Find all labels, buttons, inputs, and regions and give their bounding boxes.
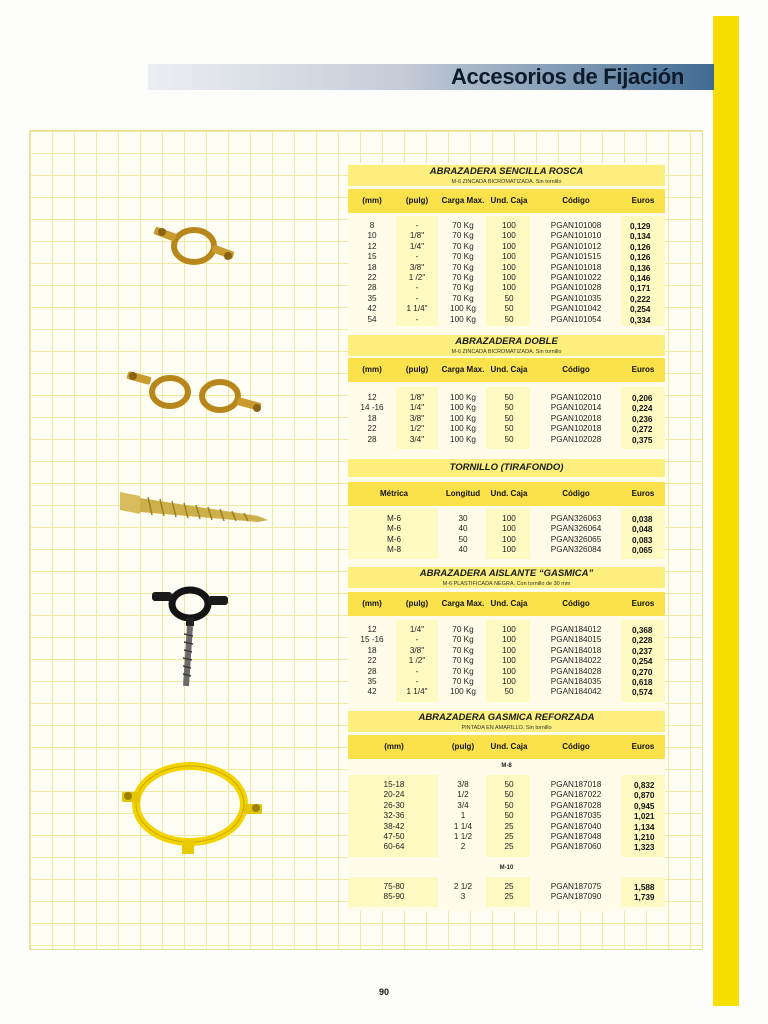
table-header: (mm) (pulg) Und. Caja Código Euros (348, 735, 665, 759)
pulg-column: 1/8" 1/4" 3/8" 1/2" 3/4" (409, 393, 425, 444)
euros-column: 0,368 0,228 0,237 0,254 0,270 0,618 0,574 (632, 626, 653, 698)
lag-screw-image (118, 486, 268, 530)
codigo-column: PGAN101008 PGAN101010 PGAN101012 PGAN101515 PGAN101018 PGAN101022 PGAN101028 PGAN101035 PGAN101042 PGAN101054 (550, 221, 602, 324)
codigo-column: PGAN184012 PGAN184015 PGAN184018 PGAN184022 PGAN184028 PGAN184035 PGAN184042 (550, 625, 602, 697)
euros-column: 0,038 0,048 0,083 0,065 (632, 515, 653, 556)
pulg-column: - 1/8" 1/4" - 3/8" 1 /2" - - 1 1/4" - (406, 221, 428, 324)
subgroup-label-m8: M-8 (501, 763, 512, 769)
double-clamp-image (125, 366, 265, 418)
mm-column: 75-80 85-90 (383, 882, 405, 902)
euros-column: 0,206 0,224 0,236 0,272 0,375 (632, 394, 653, 445)
longitud-column: 30 40 50 40 (458, 514, 468, 555)
und-column: 100 100 100 100 100 100 100 50 50 50 (502, 221, 516, 324)
euros-column: 0,832 0,870 0,945 1,021 1,134 1,210 1,323 (634, 781, 655, 853)
yellow-side-bar (713, 16, 739, 1006)
codigo-column: PGAN187018 PGAN187022 PGAN187028 PGAN187035 PGAN187040 PGAN187048 PGAN187060 (550, 780, 602, 852)
table-header: Métrica Longitud Und. Caja Código Euros (348, 482, 665, 506)
section-title-gasmica: ABRAZADERA AISLANTE “GASMICA” M-6 PLASTIFICADA NEGRA. Con tornillo de 30 mm (348, 567, 665, 588)
subgroup-label-m10: M-10 (499, 865, 514, 871)
mm-column: 15-18 20-24 26-30 32-36 38-42 47-50 60-64 (383, 780, 405, 852)
insulated-clamp-image (150, 582, 240, 692)
page-number: 90 (378, 987, 389, 997)
page-title: Accesorios de Fijación (450, 64, 684, 89)
und-column: 100 100 100 100 100 100 50 (502, 625, 516, 697)
und-column: 100 100 100 100 (502, 514, 516, 555)
carga-column: 100 Kg 100 Kg 100 Kg 100 Kg 100 Kg (450, 393, 476, 444)
table-header: (mm) (pulg) Carga Max. Und. Caja Código Euros (348, 358, 665, 382)
und-column: 50 50 50 50 50 (504, 393, 514, 444)
und-column: 50 50 50 50 25 25 25 (504, 780, 514, 852)
single-clamp-image (150, 218, 240, 273)
section-title-abrazadera-sencilla: ABRAZADERA SENCILLA ROSCA M-6 ZINCADA BICROMATIZADA. Sin tornillo (348, 165, 665, 186)
title-band (148, 64, 714, 90)
carga-column: 70 Kg 70 Kg 70 Kg 70 Kg 70 Kg 70 Kg 70 Kg 70 Kg 100 Kg 100 Kg (450, 221, 476, 324)
metrica-column: M-6 M-6 M-6 M-8 (386, 514, 402, 555)
pulg-column: 1/4" - 3/8" 1 /2" - - 1 1/4" (406, 625, 428, 697)
und-column: 25 25 (504, 882, 514, 902)
section-title-gasmica-reforzada: ABRAZADERA GASMICA REFORZADA PINTADA EN AMARILLO. Sin tornillo (348, 711, 665, 732)
euros-column: 0,129 0,134 0,126 0,126 0,136 0,146 0,171 0,222 0,254 0,334 (630, 222, 651, 325)
codigo-column: PGAN187075 PGAN187090 (550, 882, 602, 902)
section-title-abrazadera-doble: ABRAZADERA DOBLE M-6 ZINCADA BICROMATIZADA. Sin tornillo (348, 335, 665, 356)
codigo-column: PGAN326063 PGAN326064 PGAN326065 PGAN326084 (550, 514, 602, 555)
section-title-tornillo: TORNILLO (TIRAFONDO) (348, 459, 665, 477)
mm-column: 12 14 -16 18 22 28 (360, 393, 384, 444)
euros-column: 1,588 1,739 (634, 883, 655, 903)
pulg-column: 3/8 1/2 3/4 1 1 1/4 1 1/2 2 (453, 780, 473, 852)
codigo-column: PGAN102010 PGAN102014 PGAN102018 PGAN102018 PGAN102028 (550, 393, 602, 444)
carga-column: 70 Kg 70 Kg 70 Kg 70 Kg 70 Kg 70 Kg 100 Kg (450, 625, 476, 697)
reinforced-clamp-image (120, 758, 270, 873)
table-header: (mm) (pulg) Carga Max. Und. Caja Código Euros (348, 592, 665, 616)
mm-column: 12 15 -16 18 22 28 35 42 (360, 625, 384, 697)
table-header: (mm) (pulg) Carga Max. Und. Caja Código Euros (348, 189, 665, 213)
mm-column: 8 10 12 15 18 22 28 35 42 54 (367, 221, 377, 324)
pulg-column: 2 1/2 3 (453, 882, 473, 902)
